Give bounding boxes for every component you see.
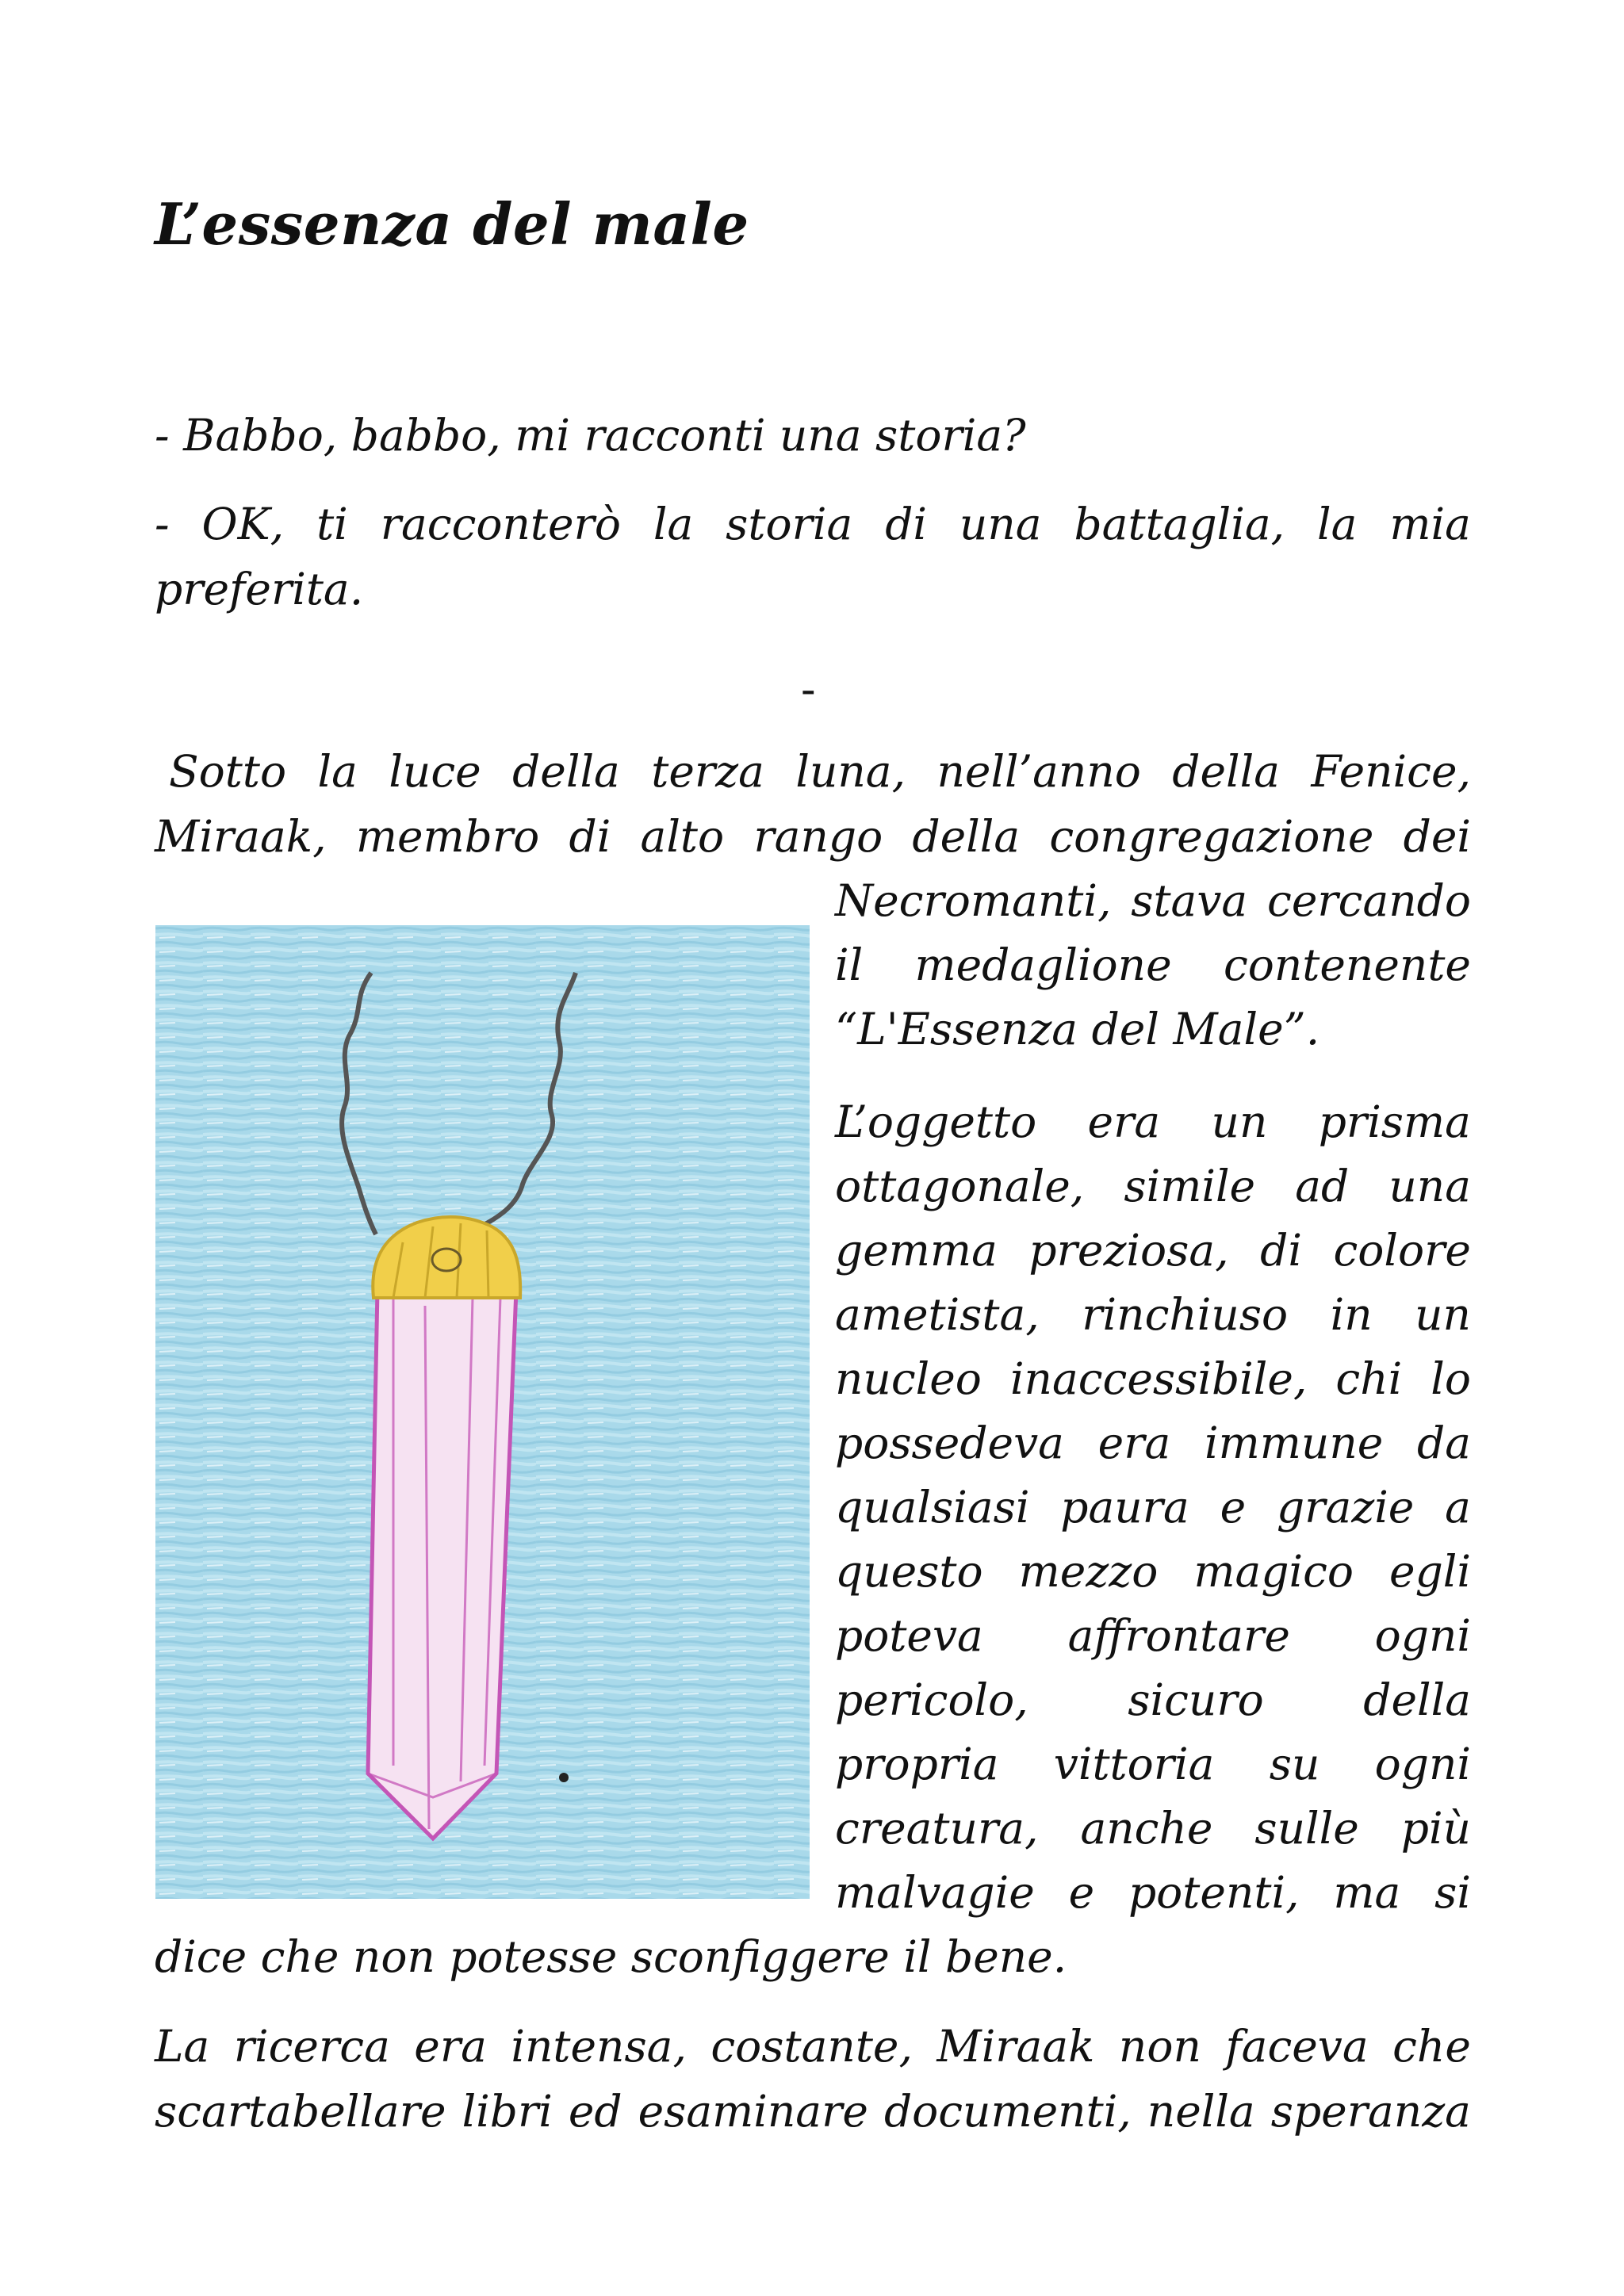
justified-line bbox=[835, 997, 1471, 1062]
word: Miraak bbox=[936, 2021, 1095, 2072]
word: colore bbox=[1333, 1225, 1471, 1276]
word: nell’anno bbox=[936, 746, 1141, 797]
word: della bbox=[912, 811, 1021, 862]
word: chi bbox=[1335, 1353, 1403, 1404]
word: ametista, bbox=[835, 1289, 1040, 1340]
word: rinchiuso bbox=[1082, 1289, 1289, 1340]
story-intro bbox=[155, 739, 1471, 869]
word: membro bbox=[355, 811, 540, 862]
wrapped-paragraph-1 bbox=[835, 869, 1471, 1062]
word: sulle bbox=[1254, 1803, 1359, 1854]
word: immune bbox=[1205, 1418, 1384, 1468]
justified-line bbox=[835, 1668, 1471, 1732]
justified-line bbox=[835, 1347, 1471, 1411]
word: possedeva bbox=[835, 1418, 1064, 1468]
word: paura bbox=[1060, 1482, 1189, 1533]
word: ogni bbox=[1374, 1610, 1471, 1661]
word: di bbox=[569, 811, 611, 862]
word: di bbox=[885, 499, 928, 549]
word: speranza bbox=[1270, 2086, 1471, 2137]
word: che bbox=[1392, 2021, 1471, 2072]
word: ricerca bbox=[233, 2021, 390, 2072]
word: qualsiasi bbox=[835, 1482, 1030, 1533]
section-separator: - bbox=[801, 664, 816, 714]
justified-line bbox=[155, 492, 1471, 557]
word: stava bbox=[1131, 875, 1248, 926]
justified-line bbox=[835, 1797, 1471, 1861]
justified-line bbox=[835, 1154, 1471, 1219]
word: terza bbox=[651, 746, 764, 797]
pendant-illustration bbox=[155, 925, 810, 1899]
word: era bbox=[414, 2021, 487, 2072]
word: preziosa, bbox=[1028, 1225, 1229, 1276]
word: libri bbox=[462, 2086, 553, 2137]
pencil-dot bbox=[559, 1773, 569, 1782]
word: Fenice, bbox=[1311, 746, 1471, 797]
justified-line bbox=[835, 933, 1471, 997]
word: una bbox=[959, 499, 1042, 549]
word: un bbox=[1211, 1096, 1268, 1147]
word: costante, bbox=[710, 2021, 913, 2072]
word: da bbox=[1417, 1418, 1471, 1468]
word: e bbox=[1220, 1482, 1247, 1533]
word: grazie bbox=[1276, 1482, 1415, 1533]
word: ma bbox=[1333, 1867, 1401, 1918]
word: dei bbox=[1403, 811, 1471, 862]
story-paragraph-3 bbox=[155, 2014, 1471, 2144]
justified-line bbox=[155, 739, 1471, 804]
word: rango bbox=[753, 811, 883, 862]
justified-line bbox=[155, 804, 1471, 869]
word: propria bbox=[835, 1739, 999, 1789]
word: ogni bbox=[1374, 1739, 1471, 1789]
word: luce bbox=[389, 746, 481, 797]
pendant-drawing bbox=[155, 925, 810, 1899]
word: creatura, bbox=[835, 1803, 1039, 1854]
word: e bbox=[1068, 1867, 1095, 1918]
dialogue-line-1 bbox=[155, 403, 1471, 468]
word: ad bbox=[1295, 1161, 1350, 1211]
word: Miraak, bbox=[155, 811, 327, 862]
word: cercando bbox=[1267, 875, 1471, 926]
word: magico bbox=[1193, 1546, 1354, 1597]
justified-line bbox=[835, 1475, 1471, 1540]
word: mia bbox=[1389, 499, 1471, 549]
word: prisma bbox=[1318, 1096, 1471, 1147]
word: della bbox=[1172, 746, 1281, 797]
justified-line bbox=[835, 1604, 1471, 1668]
word: si bbox=[1434, 1867, 1471, 1918]
justified-line bbox=[835, 1090, 1471, 1154]
word: pericolo, bbox=[835, 1674, 1028, 1725]
word: la bbox=[1317, 499, 1358, 549]
word: vittoria bbox=[1053, 1739, 1215, 1789]
word: potenti, bbox=[1128, 1867, 1300, 1918]
word: il bbox=[835, 939, 864, 990]
word: faceva bbox=[1225, 2021, 1369, 2072]
word: della bbox=[1363, 1674, 1471, 1725]
justified-line bbox=[835, 1219, 1471, 1283]
word: nucleo bbox=[835, 1353, 982, 1404]
word: battaglia, bbox=[1074, 499, 1285, 549]
word: una bbox=[1388, 1161, 1471, 1211]
word: L’oggetto bbox=[835, 1096, 1037, 1147]
word: della bbox=[512, 746, 620, 797]
word: scartabellare bbox=[155, 2086, 446, 2137]
word: anche bbox=[1080, 1803, 1213, 1854]
word: un bbox=[1415, 1289, 1471, 1340]
dialogue-line-end: preferita. bbox=[155, 564, 364, 614]
justified-line bbox=[155, 2014, 1471, 2079]
word: inaccessibile, bbox=[1009, 1353, 1308, 1404]
word: contenente bbox=[1223, 939, 1471, 990]
word: Sotto bbox=[169, 746, 287, 797]
justified-line bbox=[835, 1283, 1471, 1347]
word: era bbox=[1087, 1096, 1161, 1147]
word: ed bbox=[568, 2086, 622, 2137]
word: la bbox=[317, 746, 358, 797]
word: medaglione bbox=[914, 939, 1172, 990]
word: “L'Essenza del Male”. bbox=[835, 1004, 1320, 1054]
word: affrontare bbox=[1067, 1610, 1290, 1661]
crystal-body bbox=[368, 1290, 516, 1839]
word: storia bbox=[726, 499, 853, 549]
dialogue-text: - Babbo, babbo, mi racconti una storia? bbox=[155, 410, 1026, 461]
justified-line bbox=[835, 1732, 1471, 1797]
page-title: L’essenza del male bbox=[155, 190, 749, 258]
word: - bbox=[155, 499, 170, 549]
word: ottagonale, bbox=[835, 1161, 1085, 1211]
word: di bbox=[1260, 1225, 1302, 1276]
word: OK, bbox=[201, 499, 285, 549]
word: egli bbox=[1389, 1546, 1471, 1597]
word: malvagie bbox=[835, 1867, 1035, 1918]
justified-line bbox=[835, 1540, 1471, 1604]
word: ti bbox=[316, 499, 348, 549]
word: a bbox=[1445, 1482, 1471, 1533]
word: su bbox=[1269, 1739, 1320, 1789]
word: La bbox=[155, 2021, 210, 2072]
word: alto bbox=[640, 811, 725, 862]
word: documenti, bbox=[883, 2086, 1132, 2137]
word: la bbox=[653, 499, 694, 549]
word: racconterò bbox=[380, 499, 621, 549]
word: Necromanti, bbox=[835, 875, 1112, 926]
word: nella bbox=[1147, 2086, 1255, 2137]
justified-line bbox=[835, 1411, 1471, 1475]
paragraph-end-line: dice che non potesse sconfiggere il bene. bbox=[155, 1931, 1067, 1982]
wrapped-paragraph-2 bbox=[835, 1090, 1471, 1925]
word: in bbox=[1330, 1289, 1373, 1340]
dialogue-line-2 bbox=[155, 492, 1471, 622]
word: congregazione bbox=[1049, 811, 1374, 862]
word: luna, bbox=[795, 746, 906, 797]
justified-line bbox=[155, 2079, 1471, 2144]
word: sicuro bbox=[1128, 1674, 1264, 1725]
word: era bbox=[1097, 1418, 1171, 1468]
word: poteva bbox=[835, 1610, 983, 1661]
word: non bbox=[1118, 2021, 1201, 2072]
word: mezzo bbox=[1018, 1546, 1159, 1597]
justified-line bbox=[835, 1861, 1471, 1925]
word: simile bbox=[1124, 1161, 1256, 1211]
word: intensa, bbox=[511, 2021, 687, 2072]
word: questo bbox=[835, 1546, 983, 1597]
word: lo bbox=[1431, 1353, 1471, 1404]
word: esaminare bbox=[638, 2086, 868, 2137]
justified-line bbox=[835, 869, 1471, 933]
word: più bbox=[1400, 1803, 1471, 1854]
word: gemma bbox=[835, 1225, 998, 1276]
